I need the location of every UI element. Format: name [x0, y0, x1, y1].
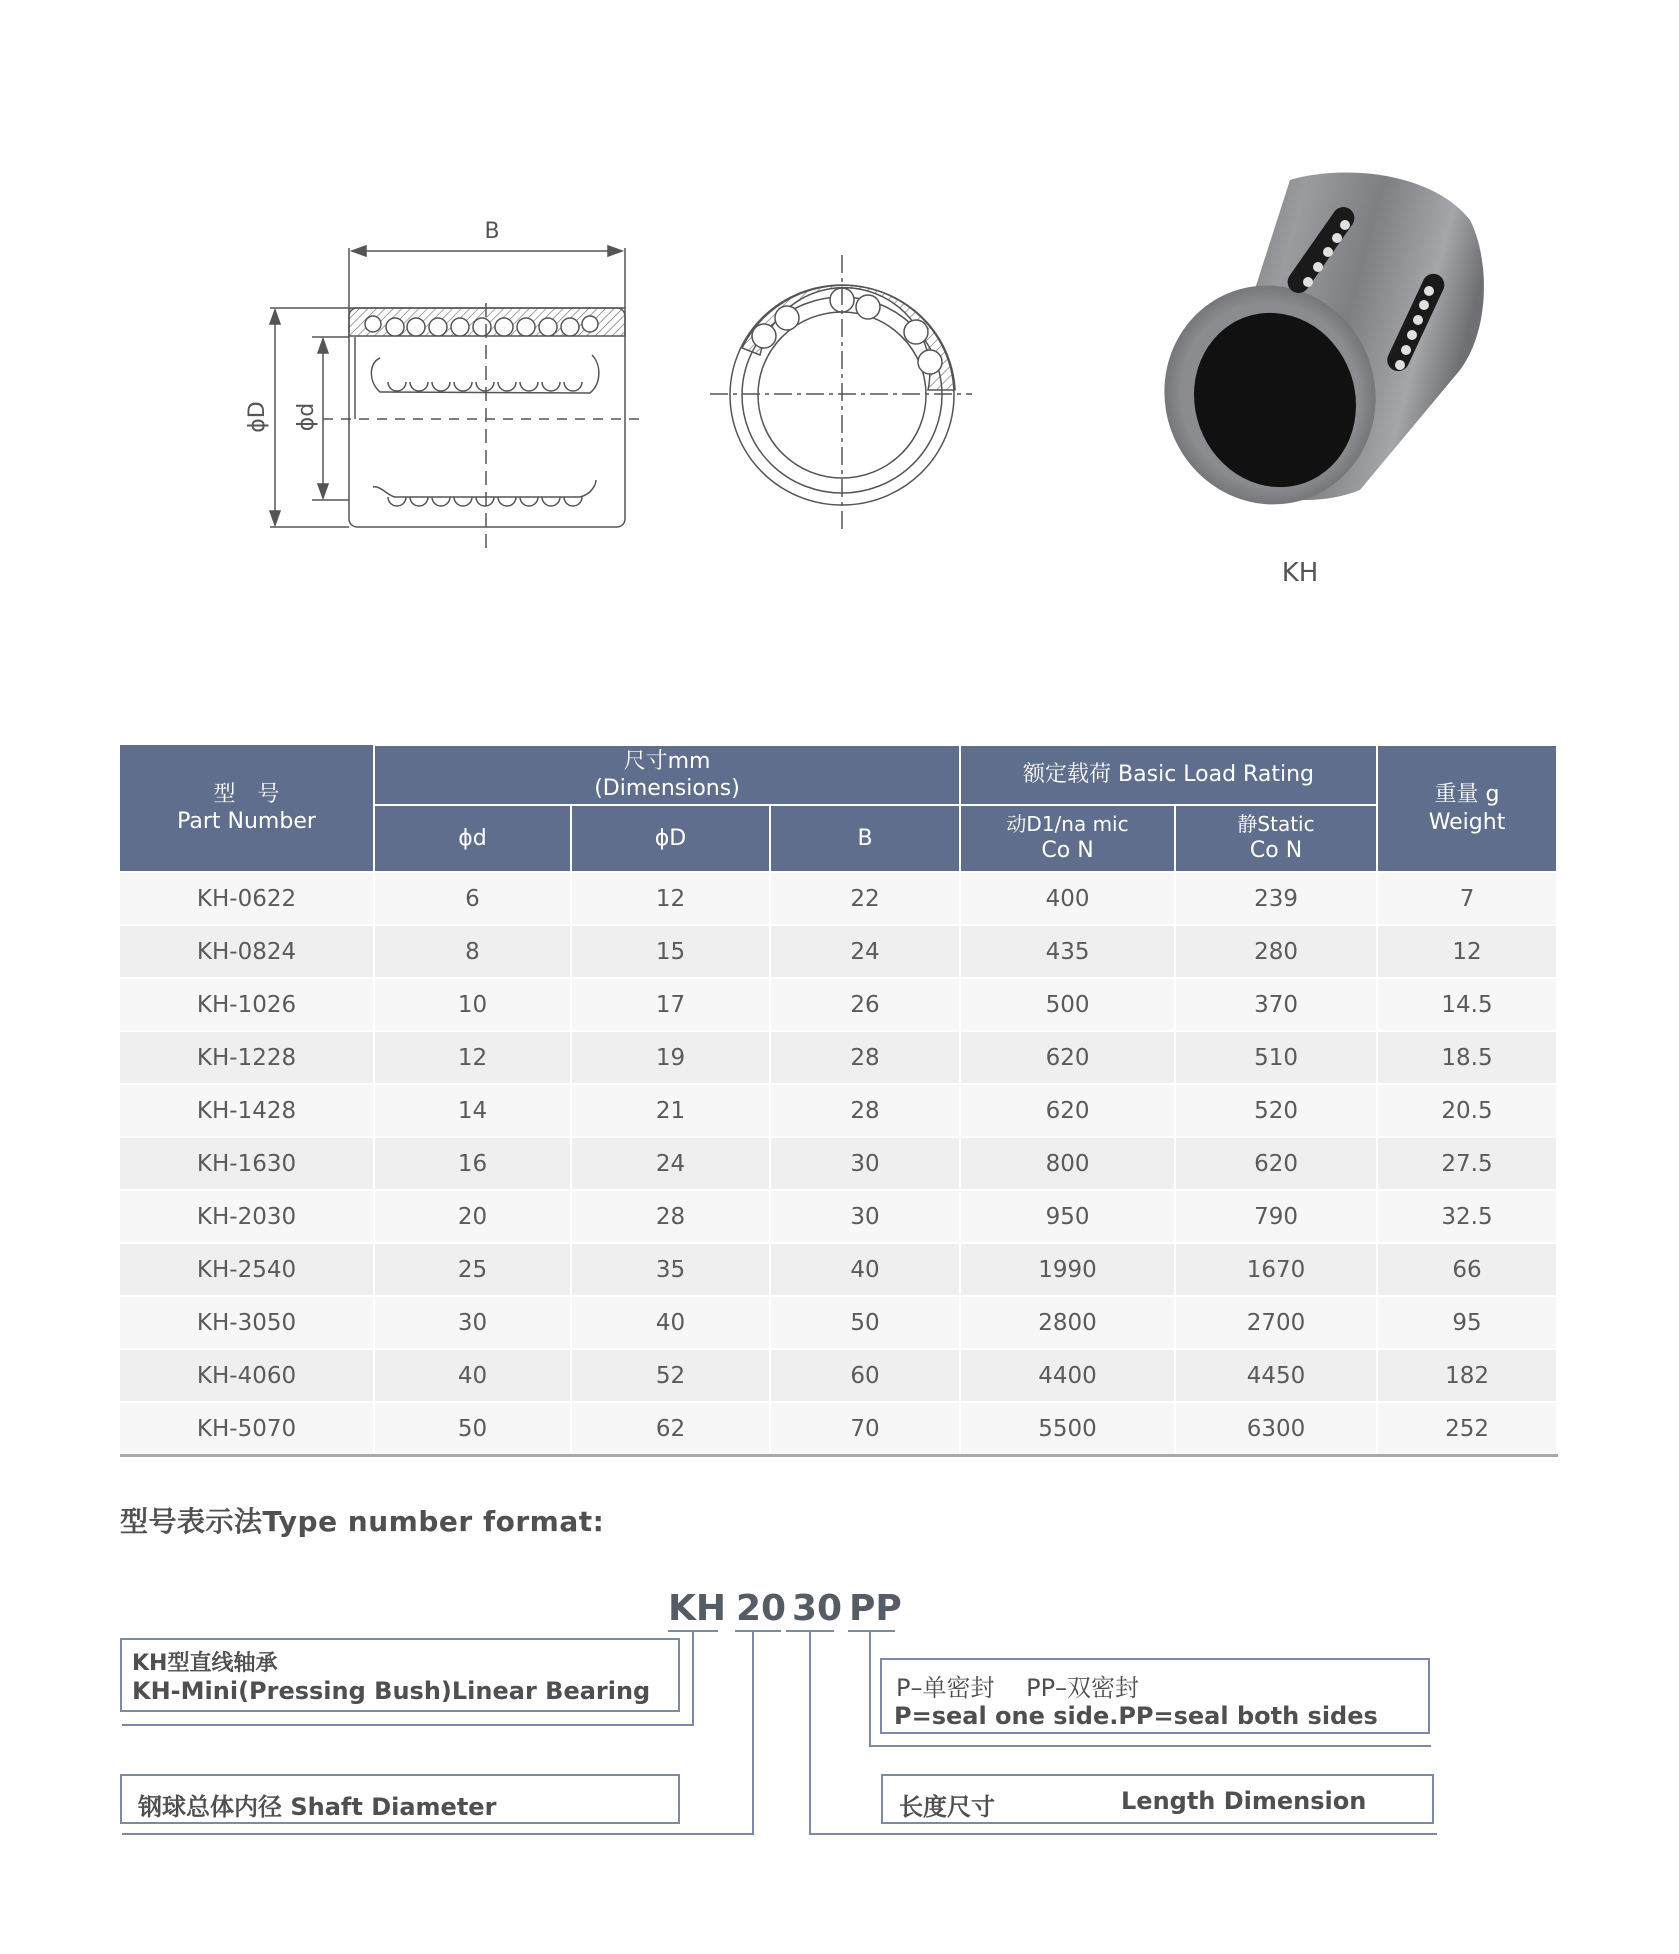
cell-weight: 66	[1377, 1243, 1557, 1296]
shaft-diameter-text: 钢球总体内径 Shaft Diameter	[138, 1793, 497, 1821]
connector-shaft	[752, 1630, 754, 1835]
header-static-unit: Co N	[1249, 838, 1303, 864]
cell-d: 14	[374, 1084, 571, 1137]
cell-static: 790	[1175, 1190, 1377, 1243]
cell-part: KH-1630	[120, 1137, 374, 1190]
cell-D: 21	[571, 1084, 770, 1137]
cell-weight: 95	[1377, 1296, 1557, 1349]
header-dynamic-unit: Co N	[1041, 838, 1094, 864]
header-load-rating: 额定载荷 Basic Load Rating	[960, 745, 1377, 805]
cell-weight: 14.5	[1377, 978, 1557, 1031]
header-weight-en: Weight	[1428, 809, 1506, 835]
cell-dynamic: 1990	[960, 1243, 1175, 1296]
table-row	[120, 1243, 1557, 1296]
bearing-front-section-drawing	[690, 240, 1010, 540]
label-B: B	[484, 219, 500, 244]
table-row	[120, 1349, 1557, 1402]
code-underline-seal	[848, 1630, 895, 1632]
header-part-number	[120, 745, 374, 872]
cell-D: 17	[571, 978, 770, 1031]
cell-part: KH-2030	[120, 1190, 374, 1243]
cell-d: 10	[374, 978, 571, 1031]
cell-dynamic: 500	[960, 978, 1175, 1031]
cell-dynamic: 4400	[960, 1349, 1175, 1402]
cell-B: 50	[770, 1296, 960, 1349]
length-dimension-box	[881, 1774, 1434, 1824]
cell-d: 40	[374, 1349, 571, 1402]
header-weight-cn: 重量 g	[1434, 782, 1500, 807]
cell-part: KH-1026	[120, 978, 374, 1031]
cell-part: KH-1228	[120, 1031, 374, 1084]
cell-D: 40	[571, 1296, 770, 1349]
cell-dynamic: 950	[960, 1190, 1175, 1243]
product-photo	[1140, 160, 1490, 520]
cell-d: 8	[374, 925, 571, 978]
cell-static: 4450	[1175, 1349, 1377, 1402]
cell-static: 510	[1175, 1031, 1377, 1084]
seal-box-en: P=seal one side.PP=seal both sides	[894, 1702, 1378, 1730]
cell-static: 1670	[1175, 1243, 1377, 1296]
specification-table	[120, 744, 1558, 1457]
cell-d: 30	[374, 1296, 571, 1349]
cell-B: 30	[770, 1137, 960, 1190]
cell-static: 6300	[1175, 1402, 1377, 1456]
cell-D: 19	[571, 1031, 770, 1084]
connector-length-h	[809, 1833, 1437, 1835]
type-format-title: 型号表示法Type number format:	[120, 1505, 605, 1538]
cell-static: 239	[1175, 872, 1377, 925]
cell-weight: 18.5	[1377, 1031, 1557, 1084]
specification-table-body	[120, 872, 1557, 1456]
cell-B: 30	[770, 1190, 960, 1243]
cell-static: 280	[1175, 925, 1377, 978]
seal-box-cn: P–单密封 PP–双密封	[896, 1674, 1140, 1702]
header-part-number-cn: 型 号	[213, 781, 280, 807]
seal-box	[880, 1658, 1430, 1734]
cell-D: 62	[571, 1402, 770, 1456]
cell-B: 60	[770, 1349, 960, 1402]
cell-d: 25	[374, 1243, 571, 1296]
table-row	[120, 1031, 1557, 1084]
cell-d: 20	[374, 1190, 571, 1243]
cell-weight: 20.5	[1377, 1084, 1557, 1137]
series-box-cn: KH型直线轴承	[132, 1651, 278, 1676]
header-dim-D: ϕD	[571, 805, 770, 872]
product-caption: KH	[1281, 558, 1319, 588]
cell-part: KH-1428	[120, 1084, 374, 1137]
cell-dynamic: 620	[960, 1084, 1175, 1137]
code-part-length: 30	[792, 1588, 843, 1629]
cell-weight: 27.5	[1377, 1137, 1557, 1190]
header-dim-d: ϕd	[374, 805, 571, 872]
cell-dynamic: 435	[960, 925, 1175, 978]
label-phi-d: ϕd	[294, 402, 319, 432]
cell-D: 24	[571, 1137, 770, 1190]
cell-part: KH-0824	[120, 925, 374, 978]
cell-B: 22	[770, 872, 960, 925]
cell-part: KH-2540	[120, 1243, 374, 1296]
header-dynamic-load	[960, 805, 1175, 872]
table-row	[120, 1296, 1557, 1349]
header-weight	[1377, 745, 1557, 872]
cell-weight: 182	[1377, 1349, 1557, 1402]
table-row	[120, 872, 1557, 925]
shaft-diameter-box	[120, 1774, 680, 1824]
cell-dynamic: 800	[960, 1137, 1175, 1190]
cell-d: 16	[374, 1137, 571, 1190]
cell-B: 40	[770, 1243, 960, 1296]
cell-B: 28	[770, 1084, 960, 1137]
cell-weight: 7	[1377, 872, 1557, 925]
label-phi-D: ϕD	[245, 401, 270, 433]
cell-d: 6	[374, 872, 571, 925]
cell-d: 12	[374, 1031, 571, 1084]
header-dimensions-cn: 尺寸mm	[623, 748, 711, 774]
connector-seal-h	[869, 1745, 1431, 1747]
cell-D: 12	[571, 872, 770, 925]
header-part-number-en: Part Number	[177, 809, 316, 834]
cell-dynamic: 620	[960, 1031, 1175, 1084]
table-row	[120, 1084, 1557, 1137]
cell-dynamic: 5500	[960, 1402, 1175, 1456]
cell-part: KH-3050	[120, 1296, 374, 1349]
cell-D: 35	[571, 1243, 770, 1296]
code-part-series: KH	[668, 1588, 727, 1629]
code-part-seal: PP	[849, 1588, 902, 1629]
cell-weight: 12	[1377, 925, 1557, 978]
header-static-load	[1175, 805, 1377, 872]
series-box	[120, 1638, 680, 1712]
cell-d: 50	[374, 1402, 571, 1456]
length-dimension-cn: 长度尺寸	[899, 1793, 995, 1821]
connector-shaft-h	[122, 1833, 754, 1835]
cell-D: 52	[571, 1349, 770, 1402]
cell-dynamic: 2800	[960, 1296, 1175, 1349]
table-row	[120, 1137, 1557, 1190]
cell-static: 520	[1175, 1084, 1377, 1137]
code-part-shaft: 20	[736, 1588, 787, 1629]
header-dynamic-label: 动D1/na mic	[1006, 812, 1129, 837]
connector-series	[692, 1630, 694, 1726]
cell-part: KH-5070	[120, 1402, 374, 1456]
cell-weight: 252	[1377, 1402, 1557, 1456]
cell-weight: 32.5	[1377, 1190, 1557, 1243]
cell-static: 2700	[1175, 1296, 1377, 1349]
table-row	[120, 1402, 1557, 1456]
cell-D: 28	[571, 1190, 770, 1243]
cell-B: 28	[770, 1031, 960, 1084]
header-dimensions	[374, 745, 960, 805]
cell-B: 26	[770, 978, 960, 1031]
cell-static: 370	[1175, 978, 1377, 1031]
cell-B: 70	[770, 1402, 960, 1456]
header-dim-B: B	[770, 805, 960, 872]
table-row	[120, 1190, 1557, 1243]
cell-part: KH-4060	[120, 1349, 374, 1402]
cell-dynamic: 400	[960, 872, 1175, 925]
cell-part: KH-0622	[120, 872, 374, 925]
cell-B: 24	[770, 925, 960, 978]
cell-D: 15	[571, 925, 770, 978]
cell-static: 620	[1175, 1137, 1377, 1190]
length-dimension-en: Length Dimension	[1121, 1787, 1367, 1815]
code-underline-shaft	[735, 1630, 781, 1632]
series-box-en: KH-Mini(Pressing Bush)Linear Bearing	[132, 1677, 651, 1705]
table-row	[120, 925, 1557, 978]
bearing-side-section-drawing	[230, 200, 650, 560]
connector-seal	[869, 1630, 871, 1747]
connector-length	[809, 1630, 811, 1835]
table-row	[120, 978, 1557, 1031]
header-static-label: 静Static	[1237, 812, 1315, 837]
header-dimensions-en: (Dimensions)	[594, 776, 740, 801]
connector-series-h	[122, 1724, 694, 1726]
